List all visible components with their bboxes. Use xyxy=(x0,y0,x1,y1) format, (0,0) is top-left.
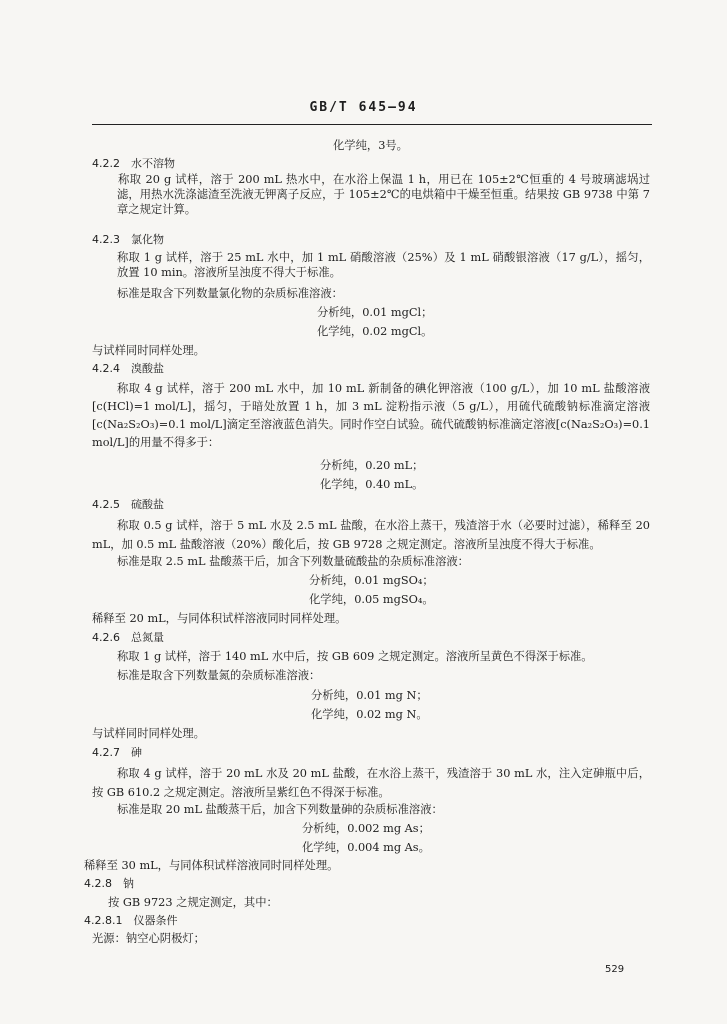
continued-grade-text: 化学纯，3号。 xyxy=(333,139,408,152)
section-4-2-2-text: 称取 20 g 试样，溶于 200 mL 热水中，在水浴上保温 1 h，用已在 105±2℃恒重的 4 号玻璃滤埚过滤，用热水洗涤滤渣至洗液无钾离子反应，于 105±2℃的电烘箱中干燥至恒重。结果按 GB 9738 中第 7 章之规定计算。 xyxy=(117,173,650,216)
section-4-2-3-standard-intro: 标准是取含下列数量氯化物的杂质标准溶液： xyxy=(117,287,343,300)
page-number: 529 xyxy=(605,964,625,975)
section-4-2-7-analytical-grade: 分析纯，0.002 mg As； xyxy=(302,822,430,835)
section-4-2-6-paragraph: 称取 1 g 试样，溶于 140 mL 水中后，按 GB 609 之规定测定。溶液所呈黄色不得深于标准。 xyxy=(117,650,593,663)
section-4-2-3-chemical-grade: 化学纯，0.02 mgCl。 xyxy=(317,325,433,338)
section-4-2-7-paragraph: 称取 4 g 试样，溶于 20 mL 水及 20 mL 盐酸，在水浴上蒸干，残渣溶于 30 mL 水，注入定砷瓶中后，按 GB 610.2 之规定测定。溶液所呈紫红色不得深于标准。 xyxy=(92,767,650,799)
section-4-2-7-dilution: 稀释至 30 mL，与同体积试样溶液同时同样处理。 xyxy=(84,859,339,872)
section-4-2-7-chemical-grade: 化学纯，0.004 mg As。 xyxy=(302,841,430,854)
section-4-2-6-chemical-grade: 化学纯，0.02 mg N。 xyxy=(311,708,428,721)
section-4-2-4-paragraph: 称取 4 g 试样，溶于 200 mL 水中，加 10 mL 新制备的碘化钾溶液（100 g/L），加 10 mL 盐酸溶液[c(HCl)=1 mol/L]，摇匀，于暗处放置 1 h，加 3 mL 淀粉指示液（5 g/L），用硫代硫酸钠标准滴定溶液[c(Na₂S₂O₃)=0.1 mol/L]滴定至溶液蓝色消失。同时作空白试验。硫代硫酸钠标准滴定溶液[c(Na₂S₂O₃)=0.1 mol/L]的用量不得多于： xyxy=(92,382,650,449)
section-4-2-2-paragraph xyxy=(117,172,650,217)
section-4-2-6-analytical-grade: 分析纯，0.01 mg N； xyxy=(311,689,428,702)
section-4-2-8-1-light-source: 光源：钠空心阴极灯； xyxy=(92,932,205,945)
section-4-2-6-standard-intro: 标准是取含下列数量氮的杂质标准溶液： xyxy=(117,669,321,682)
section-4-2-3-title: 4.2.3 氯化物 xyxy=(92,233,164,246)
section-4-2-6-title: 4.2.6 总氮量 xyxy=(92,631,164,644)
page-header-standard-number: GB/T 645—94 xyxy=(309,100,418,115)
section-4-2-8-paragraph: 按 GB 9723 之规定测定，其中： xyxy=(108,896,278,909)
section-4-2-3-paragraph: 称取 1 g 试样，溶于 25 mL 水中，加 1 mL 硝酸溶液（25%）及 1 mL 硝酸银溶液（17 g/L），摇匀，放置 10 min。溶液所呈浊度不得大于标准。 xyxy=(117,251,650,279)
section-4-2-3-analytical-grade: 分析纯，0.01 mgCl； xyxy=(317,306,433,319)
section-4-2-5-analytical-grade: 分析纯，0.01 mgSO₄； xyxy=(309,574,434,587)
section-4-2-5-dilution: 稀释至 20 mL，与同体积试样溶液同时同样处理。 xyxy=(92,612,347,625)
section-4-2-3-treatment: 与试样同时同样处理。 xyxy=(92,344,205,357)
section-4-2-7-standard-intro: 标准是取 20 mL 盐酸蒸干后，加含下列数量砷的杂质标准溶液： xyxy=(117,803,443,816)
section-4-2-8-1-title: 4.2.8.1 仪器条件 xyxy=(84,914,178,927)
section-4-2-5-title: 4.2.5 硫酸盐 xyxy=(92,498,164,511)
section-4-2-4-chemical-grade: 化学纯，0.40 mL。 xyxy=(320,478,424,491)
section-4-2-8-title: 4.2.8 钠 xyxy=(84,877,134,890)
section-4-2-5-chemical-grade: 化学纯，0.05 mgSO₄。 xyxy=(309,593,434,606)
section-4-2-4-analytical-grade: 分析纯，0.20 mL； xyxy=(320,459,424,472)
section-4-2-4-title: 4.2.4 溴酸盐 xyxy=(92,362,164,375)
section-4-2-5-paragraph: 称取 0.5 g 试样，溶于 5 mL 水及 2.5 mL 盐酸，在水浴上蒸干，残渣溶于水（必要时过滤），稀释至 20 mL，加 0.5 mL 盐酸溶液（20%）酸化后，按 GB 9728 之规定测定。溶液所呈浊度不得大于标准。 xyxy=(92,519,650,551)
section-4-2-2-title: 4.2.2 水不溶物 xyxy=(92,157,175,170)
section-4-2-6-treatment: 与试样同时同样处理。 xyxy=(92,727,205,740)
header-rule xyxy=(92,124,652,125)
section-4-2-5-standard-intro: 标准是取 2.5 mL 盐酸蒸干后，加含下列数量硫酸盐的杂质标准溶液： xyxy=(117,555,469,568)
section-4-2-7-title: 4.2.7 砷 xyxy=(92,746,142,759)
